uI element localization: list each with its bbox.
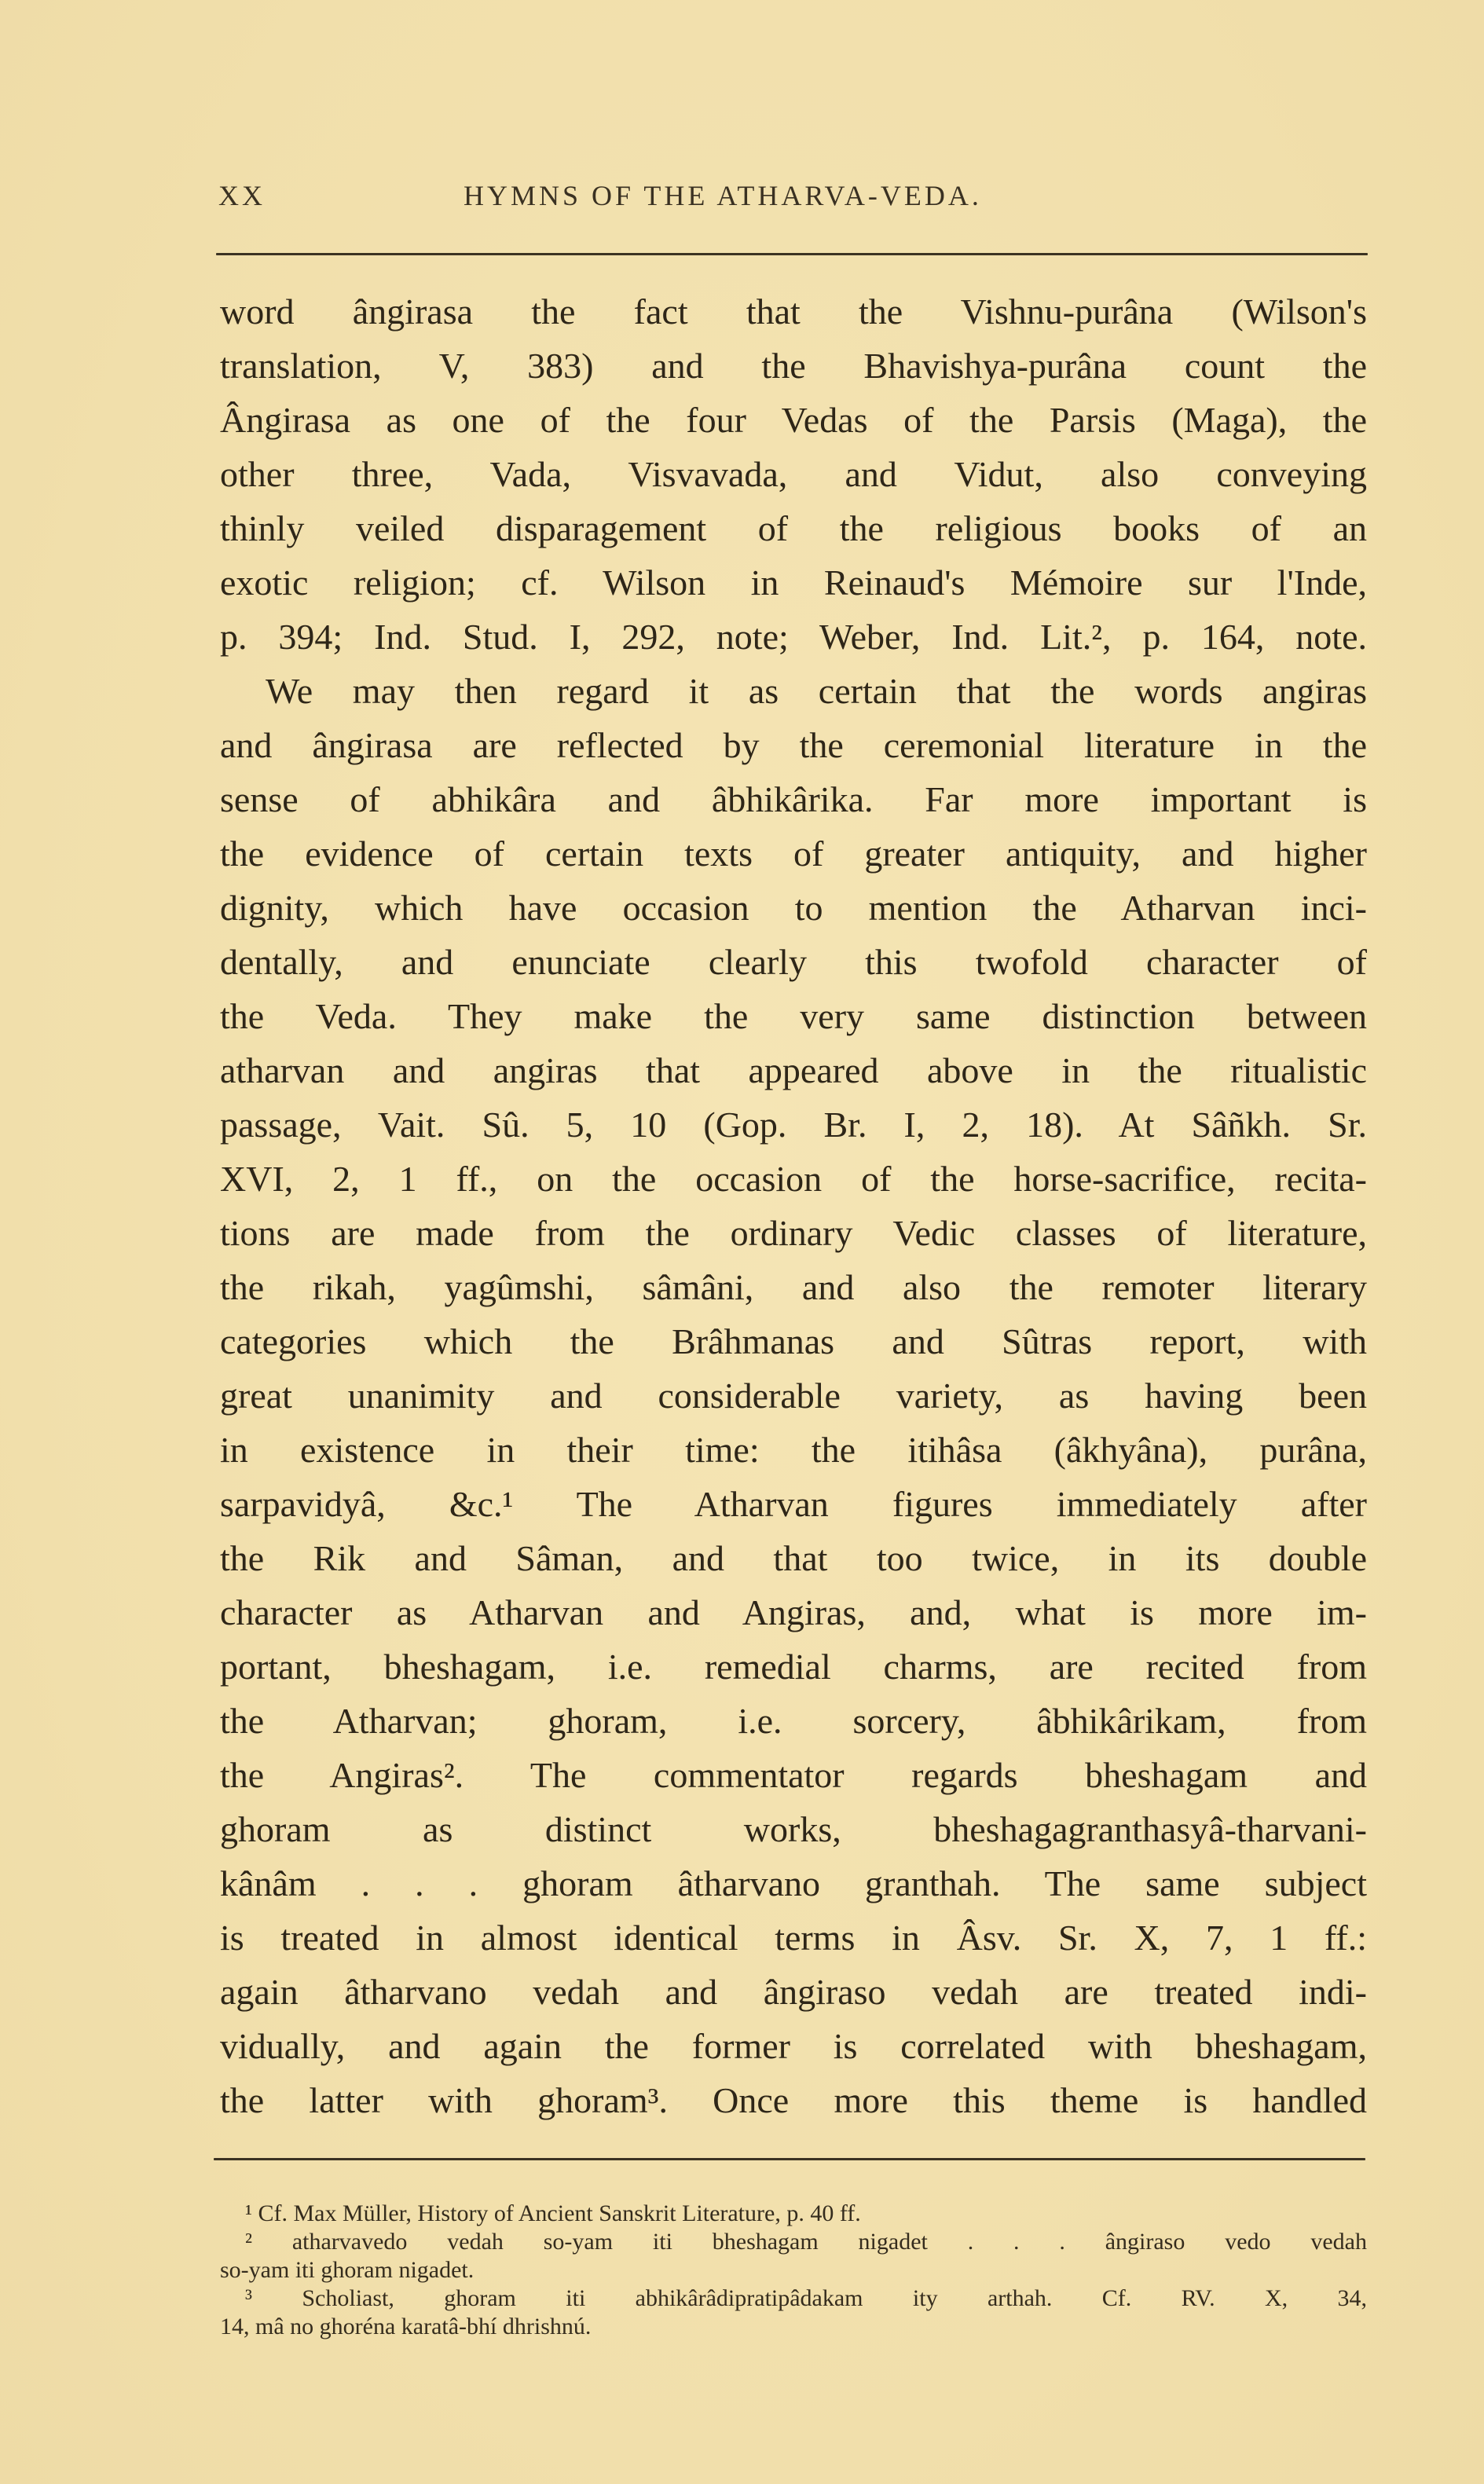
text-line: XVI, 2, 1 ff., on the occasion of the horse-sacrifice, recita-: [220, 1159, 1367, 1199]
text-line: the Angiras². The commentator regards bheshagam and: [220, 1755, 1367, 1795]
text-line: tions are made from the ordinary Vedic classes of literature,: [220, 1213, 1367, 1253]
footnote-1: ¹ Cf. Max Müller, History of Ancient Sanskrit Literature, p. 40 ff.: [245, 2200, 861, 2226]
text-line: sense of abhikâra and âbhikârika. Far more important is: [220, 779, 1367, 819]
text-line: the Atharvan; ghoram, i.e. sorcery, âbhikârikam, from: [220, 1701, 1367, 1741]
body-text: [220, 284, 1367, 2127]
running-head: [218, 179, 1367, 218]
text-line: dignity, which have occasion to mention the Atharvan inci-: [220, 888, 1367, 928]
text-line: again âtharvano vedah and ângiraso vedah are treated indi-: [220, 1972, 1367, 2012]
text-line: thinly veiled disparagement of the religious books of an: [220, 508, 1367, 548]
book-title: HYMNS OF THE ATHARVA-VEDA.: [464, 180, 982, 211]
page-number: XX: [218, 180, 266, 211]
text-line: atharvan and angiras that appeared above in the ritualistic: [220, 1050, 1367, 1090]
footnote-3-continued: 14, mâ no ghoréna karatâ-bhí dhrishnú.: [220, 2314, 592, 2339]
text-line: great unanimity and considerable variety, as having been: [220, 1376, 1367, 1416]
text-line: portant, bheshagam, i.e. remedial charms, are recited from: [220, 1647, 1367, 1687]
text-line: word ângirasa the fact that the Vishnu-purâna (Wilson's: [220, 291, 1367, 332]
text-line: kânâm . . . ghoram âtharvano granthah. The same subject: [220, 1863, 1367, 1903]
text-line: vidually, and again the former is correlated with bheshagam,: [220, 2026, 1367, 2066]
footnote-2: ² atharvavedo vedah so-yam iti bheshagam nigadet . . . ângiraso vedo vedah: [245, 2229, 1367, 2255]
text-line: sarpavidyâ, &c.¹ The Atharvan figures immediately after: [220, 1484, 1367, 1524]
header-rule: [216, 253, 1368, 255]
text-line: and ângirasa are reflected by the ceremonial literature in the: [220, 725, 1367, 765]
text-line: p. 394; Ind. Stud. I, 292, note; Weber, Ind. Lit.², p. 164, note.: [220, 617, 1367, 657]
text-line: translation, V, 383) and the Bhavishya-purâna count the: [220, 346, 1367, 386]
text-line: ghoram as distinct works, bheshagagranthasyâ-tharvani-: [220, 1809, 1367, 1849]
text-line: the Rik and Sâman, and that too twice, in its double: [220, 1538, 1367, 1578]
text-line: in existence in their time: the itihâsa (âkhyâna), purâna,: [220, 1430, 1367, 1470]
footnote-2-continued: so-yam iti ghoram nigadet.: [220, 2257, 475, 2283]
text-line: categories which the Brâhmanas and Sûtras report, with: [220, 1321, 1367, 1361]
text-line: passage, Vait. Sû. 5, 10 (Gop. Br. I, 2, 18). At Sâñkh. Sr.: [220, 1105, 1367, 1145]
text-line: the rikah, yagûmshi, sâmâni, and also the remoter literary: [220, 1267, 1367, 1307]
text-line: the evidence of certain texts of greater antiquity, and higher: [220, 833, 1367, 874]
footnote-3: ³ Scholiast, ghoram iti abhikârâdipratipâdakam ity arthah. Cf. RV. X, 34,: [245, 2285, 1367, 2311]
text-line: is treated in almost identical terms in Âsv. Sr. X, 7, 1 ff.:: [220, 1918, 1367, 1958]
text-line: Ângirasa as one of the four Vedas of the Parsis (Maga), the: [220, 400, 1367, 440]
text-line: the latter with ghoram³. Once more this theme is handled: [220, 2080, 1367, 2120]
text-line: character as Atharvan and Angiras, and, what is more im-: [220, 1592, 1367, 1632]
footnote-rule: [214, 2158, 1365, 2160]
paragraph-start-line: We may then regard it as certain that the words angiras: [266, 671, 1367, 711]
text-line: the Veda. They make the very same distinction between: [220, 996, 1367, 1036]
text-line: exotic religion; cf. Wilson in Reinaud's Mémoire sur l'Inde,: [220, 562, 1367, 603]
footnotes: [220, 2200, 1367, 2341]
text-line: dentally, and enunciate clearly this twofold character of: [220, 942, 1367, 982]
text-line: other three, Vada, Visvavada, and Vidut, also conveying: [220, 454, 1367, 494]
